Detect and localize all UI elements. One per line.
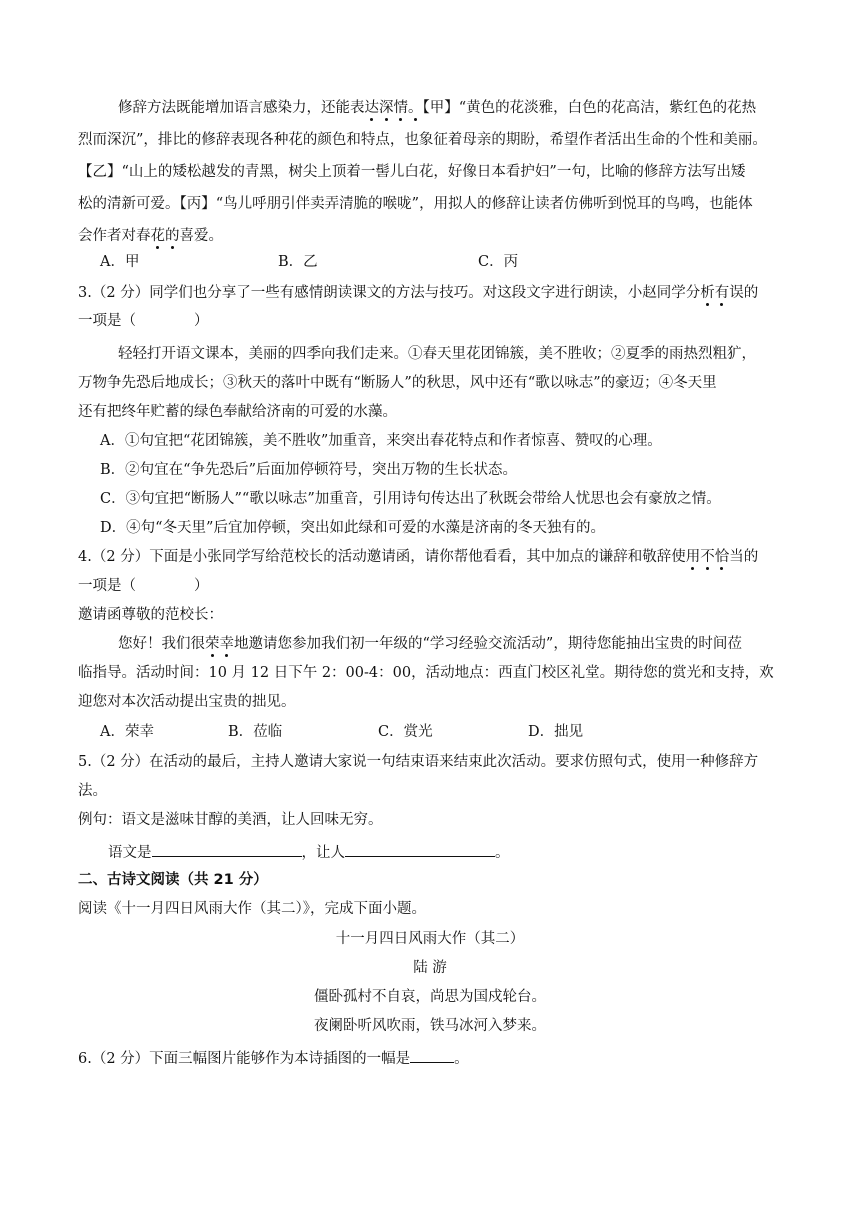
q3-option-a: A．①句宜把“花团锦簇，美不胜收”加重音，来突出春花特点和作者惊喜、赞叹的心理。 bbox=[100, 433, 662, 449]
section-intro: 阅读《十一月四日风雨大作（其二）》，完成下面小题。 bbox=[78, 901, 426, 917]
q4-option-c: C．赏光 bbox=[378, 724, 433, 740]
q4-letter-line: 迎您对本次活动提出宝贵的拙见。 bbox=[78, 694, 296, 710]
q6-stem: 6.（2 分）下面三幅图片能够作为本诗插图的一幅是 bbox=[78, 1051, 411, 1067]
q5-fill-middle: ，让人 bbox=[301, 845, 345, 861]
q3-stem-line2: 一项是（ ） bbox=[78, 313, 209, 329]
q4-option-a: A．荣幸 bbox=[100, 724, 154, 740]
q3-option-d: D．④句“冬天里”后宜加停顿，突出如此绿和可爱的水藻是济南的冬天独有的。 bbox=[100, 520, 605, 536]
poem-author: 陆 游 bbox=[413, 960, 447, 976]
q5-fill-line bbox=[108, 841, 510, 863]
q3-option-c: C．③句宜把“断肠人”“歌以咏志”加重音，引用诗句传达出了秋既会带给人忧思也会有豪放之情。 bbox=[100, 491, 721, 507]
q4-letter-line: 您好！我们很荣幸地邀请您参加我们初一年级的“学习经验交流活动”，期待您能抽出宝贵的时间莅 bbox=[118, 636, 742, 652]
q5-answer-blank-2[interactable] bbox=[345, 841, 495, 857]
q4-stem-line2: 一项是（ ） bbox=[78, 578, 209, 594]
q5-stem-line2: 法。 bbox=[78, 783, 107, 799]
rhetoric-paragraph-line: 松的清新可爱。【丙】“鸟儿呼朋引伴卖弄清脆的喉咙”，用拟人的修辞让读者仿佛听到悦耳的鸟鸣，也能体 bbox=[78, 196, 753, 212]
q5-fill-end: 。 bbox=[495, 845, 510, 861]
q3-passage-line: 轻轻打开语文课本，美丽的四季向我们走来。①春天里花团锦簇，美不胜收；②夏季的雨热烈粗犷， bbox=[118, 346, 756, 362]
q2-option-b: B．乙 bbox=[278, 254, 318, 270]
q4-option-b: B．莅临 bbox=[228, 724, 283, 740]
section-heading: 二、古诗文阅读（共 21 分） bbox=[78, 872, 268, 888]
q2-option-c: C．丙 bbox=[478, 254, 519, 270]
poem-title: 十一月四日风雨大作（其二） bbox=[335, 931, 525, 947]
q5-answer-blank-1[interactable] bbox=[152, 841, 302, 857]
q5-stem: 5.（2 分）在活动的最后，主持人邀请大家说一句结束语来结束此次活动。要求仿照句式，使用一种修辞方 bbox=[78, 754, 759, 770]
q4-letter-line: 临指导。活动时间：10 月 12 日下午 2：00-4：00，活动地点：西直门校区礼堂。期待您的赏光和支持，欢 bbox=[78, 665, 774, 681]
q5-fill-prefix: 语文是 bbox=[108, 845, 152, 861]
q4-option-d: D．拙见 bbox=[528, 724, 584, 740]
rhetoric-paragraph-line: 烈而深沉”，排比的修辞表现各种花的颜色和特点，也象征着母亲的期盼，希望作者活出生命的个性和美丽。 bbox=[78, 132, 767, 148]
q3-passage-line: 万物争先恐后地成长；③秋天的落叶中既有“断肠人”的秋思，风中还有“歌以咏志”的豪迈；④冬天里 bbox=[78, 375, 717, 391]
q4-letter-greeting: 邀请函尊敬的范校长： bbox=[78, 607, 223, 623]
poem-line: 僵卧孤村不自哀，尚思为国戍轮台。 bbox=[314, 989, 546, 1005]
rhetoric-paragraph-line: 会作者对春花的喜爱。 bbox=[78, 228, 223, 244]
q3-option-b: B．②句宜在“争先恐后”后面加停顿符号，突出万物的生长状态。 bbox=[100, 462, 517, 478]
q3-passage-line: 还有把终年贮蓄的绿色奉献给济南的可爱的水藻。 bbox=[78, 404, 397, 420]
q6-stem-end: 。 bbox=[454, 1051, 469, 1067]
q3-stem: 3.（2 分）同学们也分享了一些有感情朗读课文的方法与技巧。对这段文字进行朗读，小赵同学分析有误的 bbox=[78, 285, 759, 301]
q6-answer-blank[interactable] bbox=[410, 1047, 454, 1063]
poem-line: 夜阑卧听风吹雨，铁马冰河入梦来。 bbox=[314, 1018, 546, 1034]
q4-stem: 4.（2 分）下面是小张同学写给范校长的活动邀请函，请你帮他看看，其中加点的谦辞和敬辞使用不恰当的 bbox=[78, 549, 759, 565]
rhetoric-paragraph-line: 修辞方法既能增加语言感染力，还能表达深情。【甲】“黄色的花淡雅，白色的花高洁，紫红色的花热 bbox=[118, 100, 757, 116]
q6-stem-line bbox=[78, 1047, 469, 1069]
rhetoric-paragraph-line: 【乙】“山上的矮松越发的青黑，树尖上顶着一髻儿白花，好像日本看护妇”一句，比喻的修辞方法写出矮 bbox=[78, 164, 746, 180]
q2-option-a: A．甲 bbox=[100, 254, 140, 270]
q5-example: 例句：语文是滋味甘醇的美酒，让人回味无穷。 bbox=[78, 812, 383, 828]
